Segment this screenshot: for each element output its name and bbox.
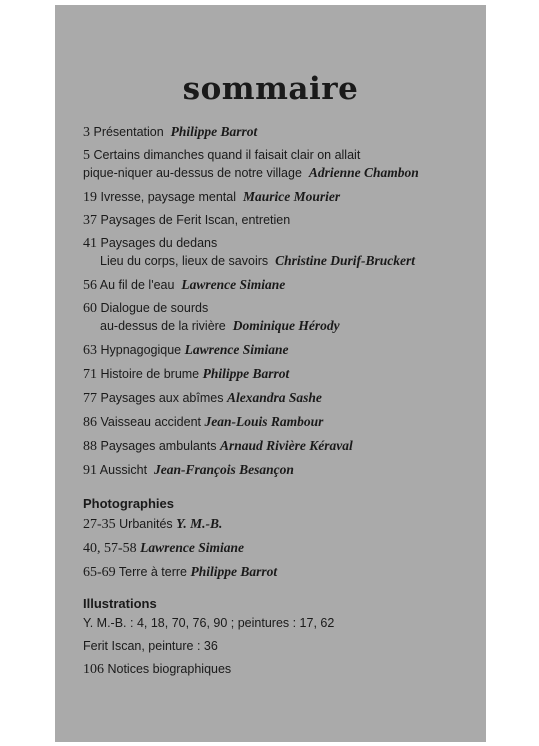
photo-author: Philippe Barrot — [190, 564, 278, 579]
photo-entry — [83, 539, 483, 557]
toc-entry — [83, 365, 483, 383]
entry-author: Lawrence Simiane — [184, 342, 289, 357]
illustrations-heading: Illustrations — [83, 596, 157, 611]
page-number: 19 — [83, 190, 97, 205]
page-number: 71 — [83, 367, 97, 382]
entry-title: Au fil de l'eau — [99, 278, 175, 292]
entry-title-line1: Dialogue de sourds — [100, 301, 209, 315]
toc-entry — [83, 212, 483, 229]
page-number: 60 — [83, 301, 97, 316]
page-number: 63 — [83, 343, 97, 358]
notices-title: Notices biographiques — [107, 662, 232, 676]
photo-author: Y. M.-B. — [176, 516, 223, 531]
photo-author: Lawrence Simiane — [140, 540, 245, 555]
entry-author: Philippe Barrot — [202, 366, 290, 381]
page-number: 3 — [83, 125, 90, 140]
page-number: 88 — [83, 439, 97, 454]
entry-title: Paysages de Ferit Iscan, entretien — [100, 213, 291, 227]
entry-author: Philippe Barrot — [170, 124, 258, 139]
page-number: 37 — [83, 213, 97, 228]
page-number: 56 — [83, 278, 97, 293]
entry-author: Arnaud Rivière Kéraval — [220, 438, 353, 453]
entry-author: Lawrence Simiane — [181, 277, 286, 292]
entry-title: Paysages ambulants — [100, 439, 217, 453]
entry-title: Aussicht — [99, 463, 148, 477]
entry-title-line2: au-dessus de la rivière — [100, 319, 226, 333]
page-range: 65-69 — [83, 565, 116, 580]
entry-author: Alexandra Sashe — [226, 390, 322, 405]
notices-entry — [83, 661, 483, 678]
toc-entry — [83, 276, 483, 294]
toc-entry — [83, 300, 483, 335]
entry-author: Jean-François Besançon — [154, 462, 294, 477]
entry-title: Histoire de brume — [100, 367, 200, 381]
entry-title: Vaisseau accident — [100, 415, 202, 429]
toc-entry — [83, 188, 483, 206]
entry-author: Jean-Louis Rambour — [204, 414, 324, 429]
journal-page — [55, 5, 486, 742]
page-number: 91 — [83, 463, 97, 478]
entry-title: Ivresse, paysage mental — [100, 190, 236, 204]
page-number: 5 — [83, 148, 90, 163]
page-title: sommaire — [182, 71, 359, 107]
toc-entry — [83, 413, 483, 431]
photo-title: Terre à terre — [118, 565, 188, 579]
photo-entry — [83, 563, 483, 581]
entry-title: Paysages aux abîmes — [100, 391, 224, 405]
toc-entry — [83, 147, 483, 182]
photo-entry — [83, 515, 483, 533]
entry-title: Hypnagogique — [100, 343, 182, 357]
entry-title-line2: Lieu du corps, lieux de savoirs — [100, 254, 269, 268]
entry-author: Adrienne Chambon — [308, 165, 419, 180]
entry-title-line1: Paysages du dedans — [100, 236, 218, 250]
illustrations-line: Y. M.-B. : 4, 18, 70, 76, 90 ; peintures : 17, 62 — [83, 616, 335, 630]
toc-entry — [83, 437, 483, 455]
page-range: 40, 57-58 — [83, 541, 137, 556]
toc-entry — [83, 235, 483, 270]
entry-author: Dominique Hérody — [232, 318, 340, 333]
entry-author: Maurice Mourier — [242, 189, 341, 204]
entry-title-line1: Certains dimanches quand il faisait clair on allait — [93, 148, 361, 162]
entry-author: Christine Durif-Bruckert — [275, 253, 416, 268]
page-range: 27-35 — [83, 517, 116, 532]
illustrations-line: Ferit Iscan, peinture : 36 — [83, 639, 218, 653]
entry-title-line2: pique-niquer au-dessus de notre village — [83, 166, 302, 180]
toc-entry — [83, 461, 483, 479]
table-of-contents — [83, 123, 483, 684]
toc-entry — [83, 123, 483, 141]
photo-title: Urbanités — [119, 517, 173, 531]
page-number: 106 — [83, 662, 104, 677]
page-number: 86 — [83, 415, 97, 430]
page-number: 77 — [83, 391, 97, 406]
photographies-heading: Photographies — [83, 496, 175, 511]
toc-entry — [83, 389, 483, 407]
page-number: 41 — [83, 236, 97, 251]
toc-entry — [83, 341, 483, 359]
entry-title: Présentation — [93, 125, 164, 139]
